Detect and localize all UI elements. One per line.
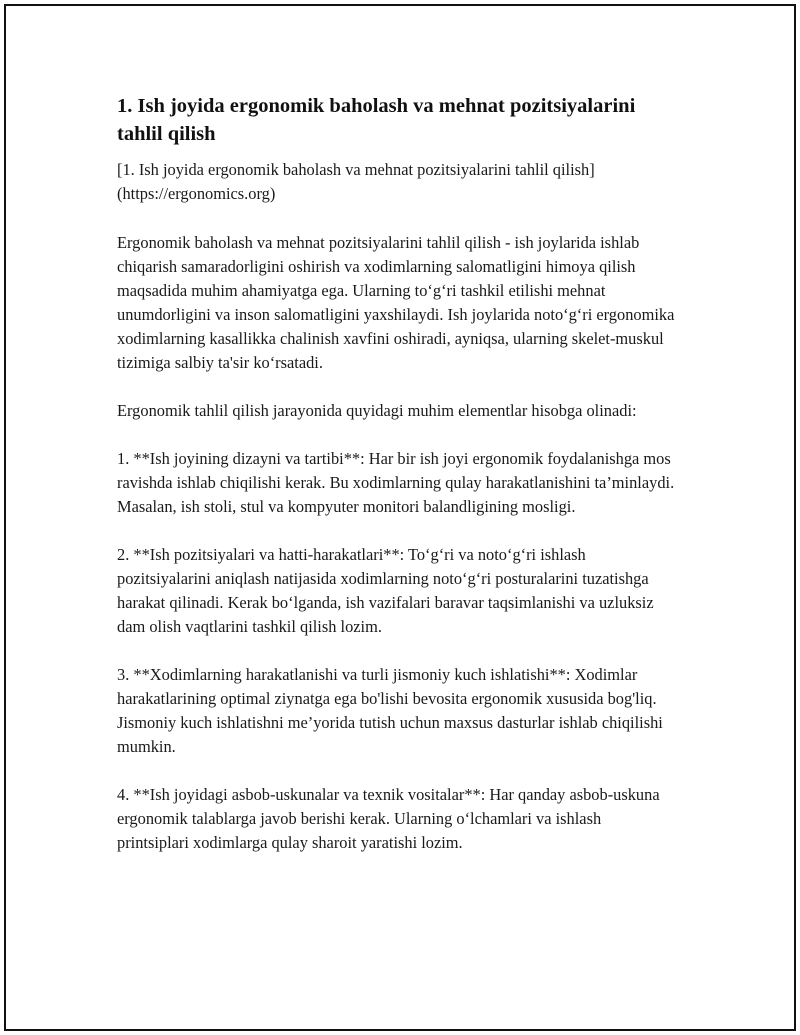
- paragraph-intro: Ergonomik baholash va mehnat pozitsiyalarini tahlil qilish - ish joylarida ishlab chiqarish samaradorligini oshirish va xodimlarning salomatligini himoya qilish maqsadida muhim ahamiyatga ega. Ularning to‘g‘ri tashkil etilishi mehnat unumdorligini va inson salomatligini yaxshilaydi. Ish joylarida noto‘g‘ri ergonomika xodimlarning kasallikka chalinish xavfini oshiradi, ayniqsa, ularning skelet-muskul tizimiga salbiy ta'sir ko‘rsatadi.: [117, 233, 675, 372]
- document-title: 1. Ish joyida ergonomik baholash va mehnat pozitsiyalarini tahlil qilish: [117, 95, 636, 145]
- list-item-4: 4. **Ish joyidagi asbob-uskunalar va texnik vositalar**: Har qanday asbob-uskuna ergonomik talablarga javob berishi kerak. Ularning o‘lchamlari va ishlash printsiplari xodimlarga qulay sharoit yaratishi lozim.: [117, 785, 660, 852]
- paragraph-elements-lead: Ergonomik tahlil qilish jarayonida quyidagi muhim elementlar hisobga olinadi:: [117, 401, 637, 420]
- source-link-line: [1. Ish joyida ergonomik baholash va mehnat pozitsiyalarini tahlil qilish](https://ergonomics.org): [117, 160, 595, 203]
- list-item-2: 2. **Ish pozitsiyalari va hatti-harakatlari**: To‘g‘ri va noto‘g‘ri ishlash pozitsiyalarini aniqlash natijasida xodimlarning noto‘g‘ri posturalarini tuzatishga harakat qilinadi. Kerak bo‘lganda, ish vazifalari baravar taqsimlanishi va uzluksiz dam olish vaqtlarini tashkil qilish lozim.: [117, 545, 654, 636]
- list-item-3: 3. **Xodimlarning harakatlanishi va turli jismoniy kuch ishlatishi**: Xodimlar harakatlarining optimal ziynatga ega bo'lishi bevosita ergonomik xususida bog'liq. Jismoniy kuch ishlatishni me’yorida tutish uchun maxsus dasturlar ishlab chiqilishi mumkin.: [117, 665, 663, 756]
- document-body: [117, 92, 677, 879]
- list-item-1: 1. **Ish joyining dizayni va tartibi**: Har bir ish joyi ergonomik foydalanishga mos ravishda ishlab chiqilishi kerak. Bu xodimlarning qulay harakatlanishini ta’minlaydi. Masalan, ish stoli, stul va kompyuter monitori balandligining mosligi.: [117, 449, 675, 516]
